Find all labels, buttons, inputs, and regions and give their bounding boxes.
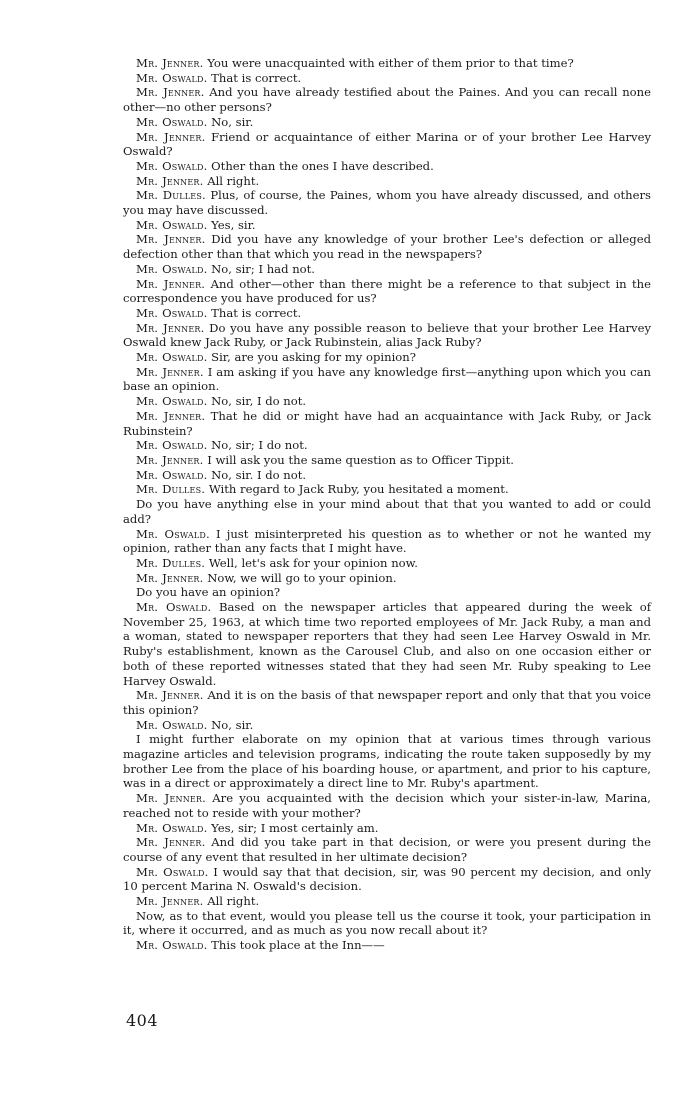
paragraph-text: That is correct. xyxy=(211,305,302,320)
speaker-label: Mr. Dulles. xyxy=(136,555,206,570)
paragraph-text: That he did or might have had an acquaintance with Jack Ruby, or Jack Rubinstein? xyxy=(123,408,651,438)
paragraph-text: I will ask you the same question as to Officer Tippit. xyxy=(207,452,514,467)
paragraph-text: No, sir. I do not. xyxy=(211,467,307,482)
paragraph-text: No, sir, I do not. xyxy=(211,394,307,409)
speaker-label: Mr. Jenner. xyxy=(136,364,204,379)
testimony-paragraph xyxy=(123,894,651,909)
speaker-label: Mr. Oswald. xyxy=(136,158,208,173)
speaker-label: Mr. Oswald. xyxy=(136,217,208,232)
paragraph-text: Did you have any knowledge of your brother Lee's defection or alleged defection other than that which you read in the newspapers? xyxy=(123,232,651,262)
testimony-paragraph xyxy=(123,791,651,820)
paragraph-text: And it is on the basis of that newspaper report and only that that you voice this opinion? xyxy=(123,688,651,717)
speaker-label: Mr. Oswald. xyxy=(136,820,208,835)
paragraph-text: No, sir; I had not. xyxy=(211,261,315,276)
paragraph-text: This took place at the Inn—— xyxy=(211,938,385,953)
testimony-paragraph xyxy=(123,909,651,938)
paragraph-text: All right. xyxy=(207,173,260,188)
speaker-label: Mr. Jenner. xyxy=(136,791,207,806)
speaker-label: Mr. Jenner. xyxy=(136,129,206,144)
speaker-label: Mr. Oswald. xyxy=(136,938,208,953)
speaker-label: Mr. Oswald. xyxy=(136,467,208,482)
testimony-paragraph xyxy=(123,71,651,86)
testimony-paragraph xyxy=(123,321,651,350)
speaker-label: Mr. Jenner. xyxy=(136,173,204,188)
testimony-paragraph xyxy=(123,115,651,130)
paragraph-text: I would say that that decision, sir, was 90 percent my decision, and only 10 percent Marina N. Oswald's decision. xyxy=(123,864,651,894)
testimony-paragraph xyxy=(123,497,651,526)
speaker-label: Mr. Oswald. xyxy=(136,394,208,409)
testimony-paragraph xyxy=(123,218,651,233)
paragraph-text: I just misinterpreted his question as to whether or not he wanted my opinion, rather than any facts that I might have. xyxy=(123,526,652,556)
speaker-label: Mr. Jenner. xyxy=(136,894,204,909)
testimony-paragraph xyxy=(123,938,651,953)
paragraph-text: Do you have any possible reason to believe that your brother Lee Harvey Oswald knew Jack Ruby, or Jack Rubinstein, alias Jack Ruby? xyxy=(123,320,651,350)
testimony-paragraph xyxy=(123,600,651,688)
page-number: 404 xyxy=(126,1011,159,1030)
testimony-paragraph xyxy=(123,865,651,894)
speaker-label: Mr. Oswald. xyxy=(136,864,209,879)
testimony-paragraph xyxy=(123,232,651,261)
paragraph-text: No, sir; I do not. xyxy=(211,438,308,453)
testimony-paragraph xyxy=(123,306,651,321)
speaker-label: Mr. Jenner. xyxy=(136,320,205,335)
testimony-paragraph xyxy=(123,732,651,791)
testimony-paragraph xyxy=(123,159,651,174)
paragraph-text: Friend or acquaintance of either Marina or of your brother Lee Harvey Oswald? xyxy=(123,129,651,159)
speaker-label: Mr. Jenner. xyxy=(136,688,204,703)
speaker-label: Mr. Jenner. xyxy=(136,85,205,100)
testimony-paragraph xyxy=(123,468,651,483)
paragraph-text: Well, let's ask for your opinion now. xyxy=(208,555,418,570)
speaker-label: Mr. Jenner. xyxy=(136,835,206,850)
testimony-paragraph xyxy=(123,718,651,733)
speaker-label: Mr. Oswald. xyxy=(136,350,208,365)
testimony-paragraph xyxy=(123,174,651,189)
testimony-paragraph xyxy=(123,277,651,306)
speaker-label: Mr. Jenner. xyxy=(136,232,206,247)
testimony-paragraph xyxy=(123,130,651,159)
paragraph-text: All right. xyxy=(207,894,260,909)
speaker-label: Mr. Oswald. xyxy=(136,438,208,453)
paragraph-text: I am asking if you have any knowledge first—anything upon which you can base an opinion. xyxy=(123,364,651,394)
testimony-paragraph xyxy=(123,585,651,600)
paragraph-text: Now, we will go to your opinion. xyxy=(207,570,397,585)
paragraph-text: That is correct. xyxy=(211,70,302,85)
testimony-paragraph xyxy=(123,571,651,586)
speaker-label: Mr. Oswald. xyxy=(136,600,212,615)
testimony-paragraph xyxy=(123,482,651,497)
paragraph-text: Yes, sir; I most certainly am. xyxy=(211,820,379,835)
speaker-label: Mr. Oswald. xyxy=(136,70,208,85)
speaker-label: Mr. Jenner. xyxy=(136,408,206,423)
speaker-label: Mr. Oswald. xyxy=(136,717,208,732)
paragraph-text: Do you have anything else in your mind about that that you wanted to add or could add? xyxy=(123,497,651,526)
paragraph-text: Sir, are you asking for my opinion? xyxy=(211,350,416,365)
testimony-paragraph xyxy=(123,56,651,71)
paragraph-text: Based on the newspaper articles that appeared during the week of November 25, 1963, at which time two reported employees of Mr. Jack Ruby, a man and a woman, stated to newspaper reporters that they had seen Lee Harvey Oswald in Mr. Ruby's establishment, known as the Carousel Club, and also on one occasion either or both of these reported witnesses stated that they had seen Mr. Ruby speaking to Lee Harvey Oswald. xyxy=(123,600,651,688)
transcript-page xyxy=(123,56,651,953)
paragraph-text: And did you take part in that decision, or were you present during the course of any event that resulted in her ultimate decision? xyxy=(123,835,651,864)
speaker-label: Mr. Oswald. xyxy=(136,261,208,276)
speaker-label: Mr. Jenner. xyxy=(136,570,204,585)
testimony-paragraph xyxy=(123,688,651,717)
speaker-label: Mr. Dulles. xyxy=(136,482,206,497)
speaker-label: Mr. Oswald. xyxy=(136,114,208,129)
testimony-paragraph xyxy=(123,556,651,571)
paragraph-text: Do you have an opinion? xyxy=(136,585,281,600)
paragraph-text: I might further elaborate on my opinion that at various times through various magazine articles and television programs, indicating the route taken supposedly by my brother Lee from the place of his boarding house, or apartment, and prior to his capture, was in a direct or approximately a direct line to Mr. Ruby's apartment. xyxy=(123,732,651,791)
testimony-paragraph xyxy=(123,527,651,556)
testimony-paragraph xyxy=(123,453,651,468)
paragraph-text: No, sir. xyxy=(211,114,254,129)
paragraph-text: And you have already testified about the Paines. And you can recall none other—no other persons? xyxy=(123,85,651,115)
testimony-paragraph xyxy=(123,85,651,114)
speaker-label: Mr. Jenner. xyxy=(136,452,204,467)
paragraph-text: No, sir. xyxy=(211,717,254,732)
testimony-paragraph xyxy=(123,438,651,453)
testimony-paragraph xyxy=(123,365,651,394)
testimony-paragraph xyxy=(123,409,651,438)
speaker-label: Mr. Dulles. xyxy=(136,188,206,203)
paragraph-text: You were unacquainted with either of them prior to that time? xyxy=(207,56,574,70)
testimony-paragraph xyxy=(123,835,651,864)
paragraph-text: Other than the ones I have described. xyxy=(211,158,434,173)
paragraph-text: Now, as to that event, would you please tell us the course it took, your participation in it, where it occurred, and as much as you now recall about it? xyxy=(123,908,651,938)
testimony-paragraph xyxy=(123,821,651,836)
paragraph-text: Plus, of course, the Paines, whom you have already discussed, and others you may have discussed. xyxy=(123,188,651,218)
speaker-label: Mr. Jenner. xyxy=(136,276,206,291)
speaker-label: Mr. Oswald. xyxy=(136,526,210,541)
paragraph-text: With regard to Jack Ruby, you hesitated a moment. xyxy=(208,482,509,497)
paragraph-text: Are you acquainted with the decision which your sister-in-law, Marina, reached not to reside with your mother? xyxy=(123,791,651,820)
testimony-paragraph xyxy=(123,262,651,277)
testimony-paragraph xyxy=(123,350,651,365)
testimony-paragraph xyxy=(123,188,651,217)
speaker-label: Mr. Oswald. xyxy=(136,305,208,320)
speaker-label: Mr. Jenner. xyxy=(136,56,204,70)
paragraph-text: And other—other than there might be a reference to that subject in the correspondence you have produced for us? xyxy=(123,276,651,306)
paragraph-text: Yes, sir. xyxy=(211,217,256,232)
testimony-paragraph xyxy=(123,394,651,409)
